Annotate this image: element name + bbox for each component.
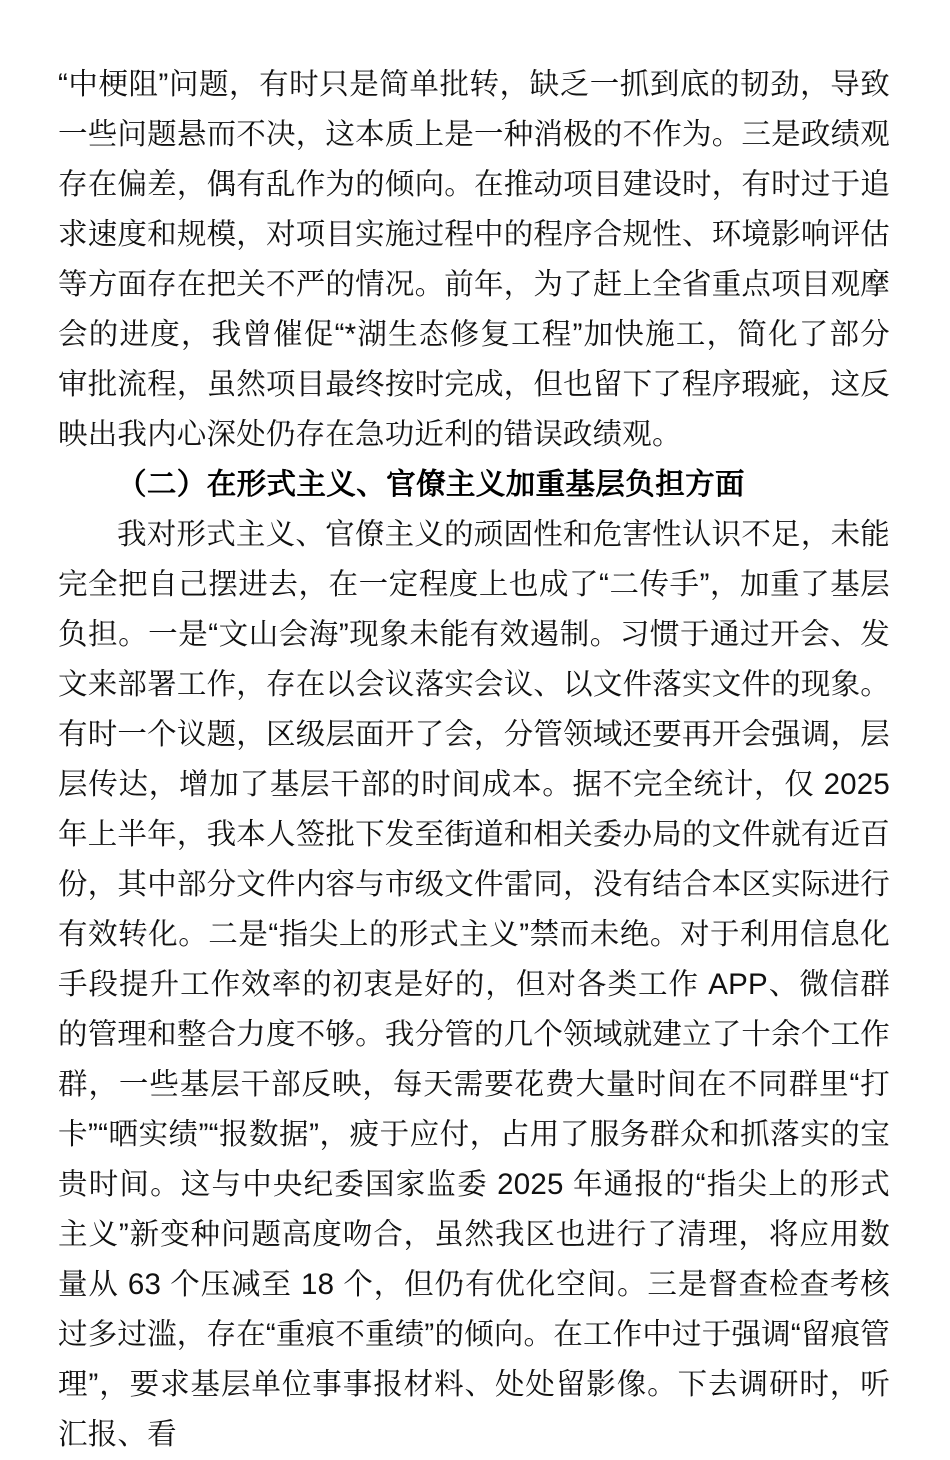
section-heading-formalism-bureaucracy: （二）在形式主义、官僚主义加重基层负担方面 [117, 468, 745, 501]
paragraph-continuation-zhonggengzu: “中梗阻”问题，有时只是简单批转，缺乏一抓到底的韧劲，导致一些问题悬而不决，这本质上是一种消极的不作为。三是政绩观存在偏差，偶有乱作为的倾向。在推动项目建设时，有时过于追求速度和规模，对项目实施过程中的程序合规性、环境影响评估等方面存在把关不严的情况。前年，为了赶上全省重点项目观摩会的进度，我曾催促“*湖生态修复工程”加快施工，简化了部分审批流程，虽然项目最终按时完成，但也留下了程序瑕疵，这反映出我内心深处仍存在急功近利的错误政绩观。 [58, 68, 890, 451]
paragraph-formalism-bureaucracy-body: 我对形式主义、官僚主义的顽固性和危害性认识不足，未能完全把自己摆进去，在一定程度上也成了“二传手”，加重了基层负担。一是“文山会海”现象未能有效遏制。习惯于通过开会、发文来部署工作，存在以会议落实会议、以文件落实文件的现象。有时一个议题，区级层面开了会，分管领域还要再开会强调，层层传达，增加了基层干部的时间成本。据不完全统计，仅 2025 年上半年，我本人签批下发至街道和相关委办局的文件就有近百份，其中部分文件内容与市级文件雷同，没有结合本区实际进行有效转化。二是“指尖上的形式主义”禁而未绝。对于利用信息化手段提升工作效率的初衷是好的，但对各类工作 APP、微信群的管理和整合力度不够。我分管的几个领域就建立了十余个工作群，一些基层干部反映，每天需要花费大量时间在不同群里“打卡”“晒实绩”“报数据”，疲于应付，占用了服务群众和抓落实的宝贵时间。这与中央纪委国家监委 2025 年通报的“指尖上的形式主义”新变种问题高度吻合，虽然我区也进行了清理，将应用数量从 63 个压减至 18 个，但仍有优化空间。三是督查检查考核过多过滥，存在“重痕不重绩”的倾向。在工作中过于强调“留痕管理”，要求基层单位事事报材料、处处留影像。下去调研时，听汇报、看 [58, 518, 890, 1451]
document-body [58, 60, 890, 1460]
